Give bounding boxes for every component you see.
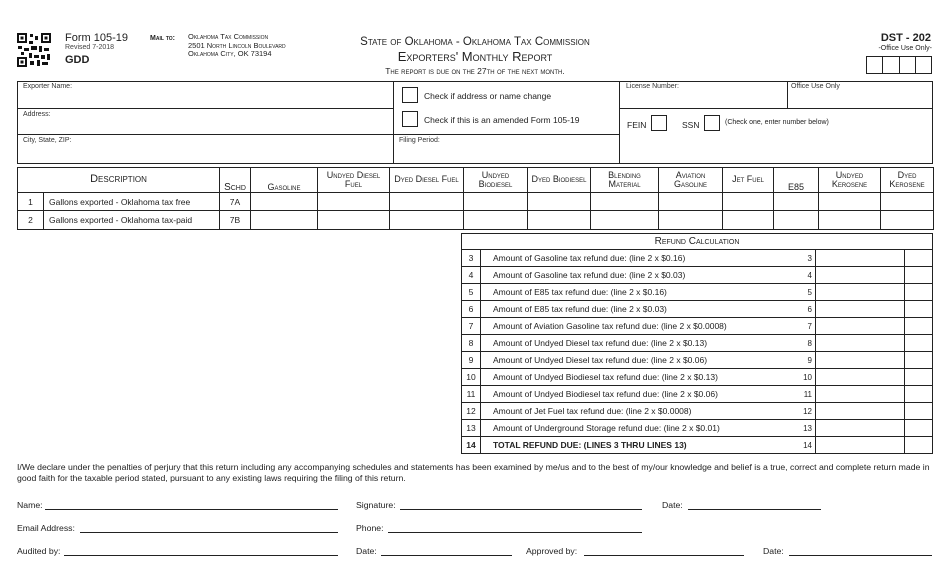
refund-amount-dollars[interactable] [816,352,905,369]
refund-line-ref: 3 [783,250,816,267]
e85-cell[interactable] [774,211,819,230]
license-number-field[interactable] [622,92,784,106]
refund-line-ref: 12 [783,403,816,420]
refund-amount-dollars[interactable] [816,250,905,267]
refund-row [462,369,933,386]
refund-line-number: 3 [462,250,481,267]
refund-line-number: 6 [462,301,481,318]
refund-row [462,386,933,403]
phone-label: Phone: [356,523,384,533]
gallons-table [17,167,934,230]
name-field[interactable] [45,499,338,510]
address-line: Oklahoma City, OK 73194 [188,49,272,58]
refund-row [462,301,933,318]
undyed-diesel-cell[interactable] [318,211,390,230]
qr-code-icon [17,33,51,67]
refund-line-number: 5 [462,284,481,301]
refund-line-description: Amount of E85 tax refund due: (line 2 x $0.03) [481,301,783,318]
col-header-undyed-kerosene: Undyed Kerosene [819,168,881,193]
id-number-field[interactable] [622,136,930,162]
refund-line-ref: 7 [783,318,816,335]
refund-row [462,437,933,454]
refund-row [462,352,933,369]
office-use-box [867,57,883,73]
date-field[interactable] [688,499,821,510]
row-description: Gallons exported - Oklahoma tax free [44,192,220,211]
refund-amount-cents[interactable] [905,301,933,318]
blending-material-cell[interactable] [591,211,659,230]
row-schedule: 7B [220,211,251,230]
filing-period-label: Filing Period: [399,137,440,144]
refund-line-description: Amount of Jet Fuel tax refund due: (line 2 x $0.0008) [481,403,783,420]
date-label: Date: [662,500,683,510]
refund-line-number: 13 [462,420,481,437]
refund-line-ref: 10 [783,369,816,386]
address-label: Address: [23,111,51,118]
col-header-gasoline: Gasoline [251,168,318,193]
aviation-gasoline-cell[interactable] [659,211,723,230]
col-header-dyed-diesel: Dyed Diesel Fuel [390,168,464,193]
col-header-aviation-gasoline: Aviation Gasoline [659,168,723,193]
exporter-name-field[interactable] [20,92,390,106]
refund-line-description: Amount of Undyed Diesel tax refund due: (line 2 x $0.13) [481,335,783,352]
refund-row [462,420,933,437]
col-header-dyed-kerosene: Dyed Kerosene [881,168,934,193]
refund-line-ref: 13 [783,420,816,437]
audited-by-field[interactable] [64,545,338,556]
audited-by-label: Audited by: [17,546,61,556]
refund-line-ref: 6 [783,301,816,318]
col-header-undyed-biodiesel: Undyed Biodiesel [464,168,528,193]
audit-date-label: Date: [356,546,377,556]
audit-date-field[interactable] [381,545,512,556]
revision-date: Revised 7-2018 [65,44,115,51]
ssn-checkbox[interactable] [704,115,720,131]
approved-by-label: Approved by: [526,546,578,556]
refund-amount-dollars[interactable] [816,284,905,301]
refund-line-number: 4 [462,267,481,284]
refund-amount-dollars[interactable] [816,318,905,335]
refund-line-ref: 8 [783,335,816,352]
refund-title: Refund Calculation [462,234,933,250]
refund-amount-dollars[interactable] [816,369,905,386]
jet-fuel-cell[interactable] [723,211,774,230]
divider [619,108,933,109]
refund-line-description: Amount of Undyed Diesel tax refund due: (line 2 x $0.06) [481,352,783,369]
city-label: City, State, ZIP: [23,137,72,144]
refund-line-number: 12 [462,403,481,420]
divider [17,134,619,135]
fein-checkbox[interactable] [651,115,667,131]
dyed-biodiesel-cell[interactable] [528,211,591,230]
address-change-label: Check if address or name change [424,91,552,101]
refund-line-number: 7 [462,318,481,335]
refund-amount-cents[interactable] [905,284,933,301]
refund-amount-cents[interactable] [905,403,933,420]
office-use-box [916,57,931,73]
refund-line-number: 14 [462,437,481,454]
name-label: Name: [17,500,43,510]
report-title: Exporters' Monthly Report [397,49,553,64]
refund-amount-cents[interactable] [905,437,933,454]
form-number: Form 105-19 [65,32,128,44]
refund-amount-dollars[interactable] [816,335,905,352]
refund-line-number: 9 [462,352,481,369]
city-field[interactable] [20,146,390,162]
undyed-kerosene-cell[interactable] [819,192,881,211]
refund-line-ref: 5 [783,284,816,301]
divider [787,81,788,109]
dyed-diesel-cell[interactable] [390,192,464,211]
refund-line-description: Amount of Aviation Gasoline tax refund due: (line 2 x $0.0008) [481,318,783,335]
office-use-boxes [866,56,932,74]
address-line: 2501 North Lincoln Boulevard [188,40,286,50]
office-use-only-label: Office Use Only [791,83,840,90]
form-code: GDD [65,54,90,66]
dyed-diesel-cell[interactable] [390,211,464,230]
e85-cell[interactable] [774,192,819,211]
refund-line-number: 11 [462,386,481,403]
aviation-gasoline-cell[interactable] [659,192,723,211]
dyed-kerosene-cell[interactable] [881,192,934,211]
dyed-kerosene-cell[interactable] [881,211,934,230]
undyed-biodiesel-cell[interactable] [464,211,528,230]
approved-by-field[interactable] [584,545,744,556]
col-header-dyed-biodiesel: Dyed Biodiesel [528,168,591,193]
signature-label: Signature: [356,500,396,510]
phone-field[interactable] [388,522,642,533]
refund-line-description: Amount of Undyed Biodiesel tax refund due: (line 2 x $0.13) [481,369,783,386]
refund-line-description: Amount of Gasoline tax refund due: (line 2 x $0.16) [481,250,783,267]
refund-row [462,284,933,301]
refund-row [462,335,933,352]
refund-amount-cents[interactable] [905,386,933,403]
refund-line-description: Amount of Undyed Biodiesel tax refund due: (line 2 x $0.06) [481,386,783,403]
row-number: 1 [18,192,44,211]
undyed-kerosene-cell[interactable] [819,211,881,230]
refund-amount-cents[interactable] [905,352,933,369]
gasoline-cell[interactable] [251,192,318,211]
dyed-biodiesel-cell[interactable] [528,192,591,211]
refund-row [462,403,933,420]
amended-checkbox[interactable] [402,111,418,127]
check-one-note: (Check one, enter number below) [725,119,829,126]
row-number: 2 [18,211,44,230]
mailing-address [188,33,286,59]
undyed-biodiesel-cell[interactable] [464,192,528,211]
ssn-label: SSN [682,120,700,130]
refund-amount-dollars[interactable] [816,267,905,284]
agency-title: State of Oklahoma - Oklahoma Tax Commission [360,36,590,48]
due-note: The report is due on the 27th of the next month. [385,66,565,76]
email-label: Email Address: [17,523,75,533]
col-header-jet-fuel: Jet Fuel [723,168,774,193]
col-header-description: Description [18,168,220,193]
col-header-undyed-diesel: Undyed Diesel Fuel [318,168,390,193]
gasoline-cell[interactable] [251,211,318,230]
col-header-e85: E85 [774,168,819,193]
refund-line-description: TOTAL REFUND DUE: (LINES 3 THRU LINES 13) [481,437,783,454]
signature-field[interactable] [400,499,642,510]
refund-line-description: Amount of E85 tax refund due: (line 2 x $0.16) [481,284,783,301]
refund-line-ref: 9 [783,352,816,369]
refund-row [462,267,933,284]
refund-line-number: 10 [462,369,481,386]
refund-line-ref: 11 [783,386,816,403]
perjury-declaration: I/We declare under the penalties of perjury that this return including any accompanying schedules and statements has been examined by me/us and to the best of my/our knowledge and belief is a true, correct and complete return made in good faith for the taxable period stated, pursuant to any existing laws requiring the filing of this return. [17,462,930,483]
office-use-box [900,57,916,73]
jet-fuel-cell[interactable] [723,192,774,211]
refund-line-ref: 4 [783,267,816,284]
amended-label: Check if this is an amended Form 105-19 [424,115,580,125]
refund-amount-cents[interactable] [905,420,933,437]
refund-amount-cents[interactable] [905,335,933,352]
mail-to-label: Mail to: [150,35,176,42]
form-id: DST - 202 [880,32,931,44]
address-field[interactable] [20,120,390,132]
refund-amount-cents[interactable] [905,267,933,284]
refund-amount-dollars[interactable] [816,386,905,403]
office-use-box [883,57,899,73]
divider [393,81,394,164]
refund-amount-dollars[interactable] [816,403,905,420]
approval-date-field[interactable] [789,545,932,556]
refund-amount-dollars[interactable] [816,420,905,437]
refund-amount-dollars[interactable] [816,437,905,454]
divider [619,81,620,164]
fein-label: FEIN [627,120,647,130]
refund-row [462,250,933,267]
exporter-name-label: Exporter Name: [23,83,73,90]
blending-material-cell[interactable] [591,192,659,211]
row-schedule: 7A [220,192,251,211]
office-use-label: -Office Use Only- [878,45,932,52]
undyed-diesel-cell[interactable] [318,192,390,211]
refund-line-description: Amount of Gasoline tax refund due: (line 2 x $0.03) [481,267,783,284]
row-description: Gallons exported - Oklahoma tax-paid [44,211,220,230]
divider [17,108,393,109]
refund-amount-cents[interactable] [905,318,933,335]
license-number-label: License Number: [626,83,679,90]
refund-line-number: 8 [462,335,481,352]
col-header-blending-material: Blending Material [591,168,659,193]
refund-amount-cents[interactable] [905,250,933,267]
table-row [18,211,934,230]
filing-period-field[interactable] [396,146,616,162]
table-row [18,192,934,211]
refund-amount-cents[interactable] [905,369,933,386]
email-field[interactable] [80,522,338,533]
refund-line-description: Amount of Underground Storage refund due: (line 2 x $0.01) [481,420,783,437]
col-header-schd: Schd [220,168,251,193]
address-change-checkbox[interactable] [402,87,418,103]
approval-date-label: Date: [763,546,784,556]
refund-amount-dollars[interactable] [816,301,905,318]
refund-line-ref: 14 [783,437,816,454]
refund-row [462,318,933,335]
address-line: Oklahoma Tax Commission [188,32,269,41]
refund-calculation-table [461,233,933,454]
